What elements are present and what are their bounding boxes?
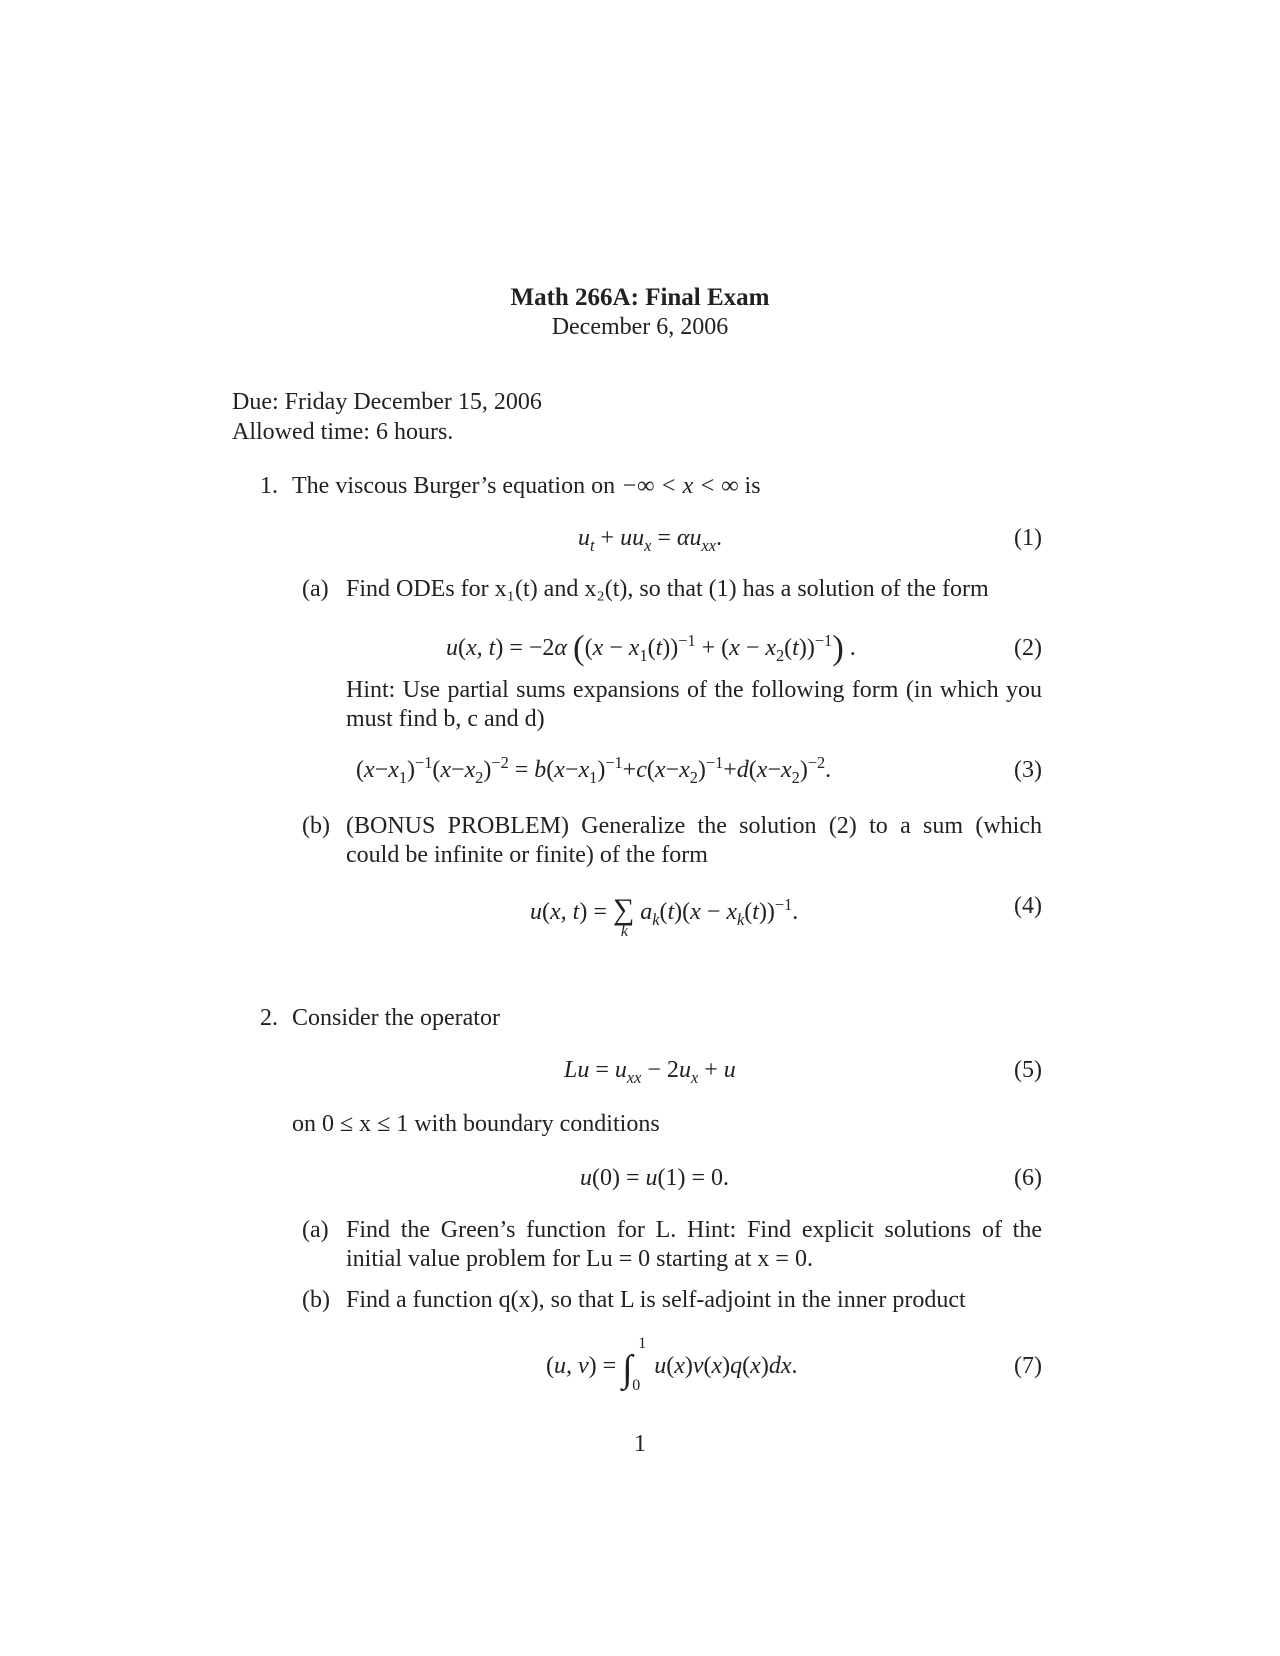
equation-5-label: (5) (1014, 1057, 1042, 1083)
due-date: Due: Friday December 15, 2006 (232, 389, 542, 415)
problem-2-number: 2. (260, 1005, 278, 1031)
problem-1b-label: (b) (302, 813, 330, 839)
equation-1: $u_t + uu_x = \alpha u_{xx}$. (578, 525, 722, 555)
equation-5: $Lu = u_{xx} - 2u_x + u$ (564, 1057, 736, 1087)
problem-1-intro-end: is (744, 473, 761, 499)
allowed-time: Allowed time: 6 hours. (232, 419, 454, 445)
problem-1-intro (292, 472, 1052, 501)
problem-2-boundary-text: on 0 ≤ x ≤ 1 with boundary conditions (292, 1111, 660, 1137)
exam-title: Math 266A: Final Exam (510, 284, 770, 311)
problem-1-intro-text: The viscous Burger’s equation on (292, 473, 616, 499)
equation-1-label: (1) (1014, 525, 1042, 551)
problem-2-intro: Consider the operator (292, 1005, 500, 1031)
equation-6: u(0) = u(1) = 0. (580, 1165, 730, 1191)
exam-date: December 6, 2006 (551, 314, 729, 340)
equation-6-label: (6) (1014, 1165, 1042, 1191)
equation-4-label: (4) (1014, 893, 1042, 919)
equation-7: (u, v) = ∫ 1 0 u(x)v(x)q(x)dx. (546, 1335, 798, 1394)
problem-1-number: 1. (260, 473, 278, 499)
equation-2-label: (2) (1014, 635, 1042, 661)
problem-1a-hint: Hint: Use partial sums expansions of the following form (in which you must find b, c and d) (346, 677, 1042, 733)
problem-2b-text: Find a function q(x), so that L is self-adjoint in the inner product (346, 1287, 966, 1313)
equation-4: u(x, t) = ∑ k $a_k(t)(x - x_k(t))^{-1}$. (530, 893, 799, 940)
problem-2b-label: (b) (302, 1287, 330, 1313)
equation-3: $(x-x_1)^{-1}(x-x_2)^{-2} = b(x-x_1)^{-1}+c(x-x_2)^{-1}+d(x-x_2)^{-2}$. (356, 753, 832, 787)
problem-1b-text: (BONUS PROBLEM) Generalize the solution (2) to a sum (which could be infinite or finite) of the form (346, 813, 1042, 869)
problem-2a-label: (a) (302, 1217, 329, 1243)
page-number: 1 (634, 1431, 646, 1457)
problem-1-domain-math: −∞ < x < ∞ (621, 473, 739, 499)
equation-3-label: (3) (1014, 757, 1042, 783)
problem-2a-text: Find the Green’s function for L. Hint: Find explicit solutions of the initial value problem for Lu = 0 starting at x = 0. (346, 1217, 1042, 1273)
problem-1a-label: (a) (302, 576, 329, 602)
equation-2: u(x, t) = −2α $((x - x_1(t))^{-1} + (x - x_2(t))^{-1})$ . (446, 628, 856, 668)
problem-1a-text: Find ODEs for x₁(t) and x₂(t), so that (1) has a solution of the form (346, 576, 989, 602)
equation-7-label: (7) (1014, 1353, 1042, 1379)
